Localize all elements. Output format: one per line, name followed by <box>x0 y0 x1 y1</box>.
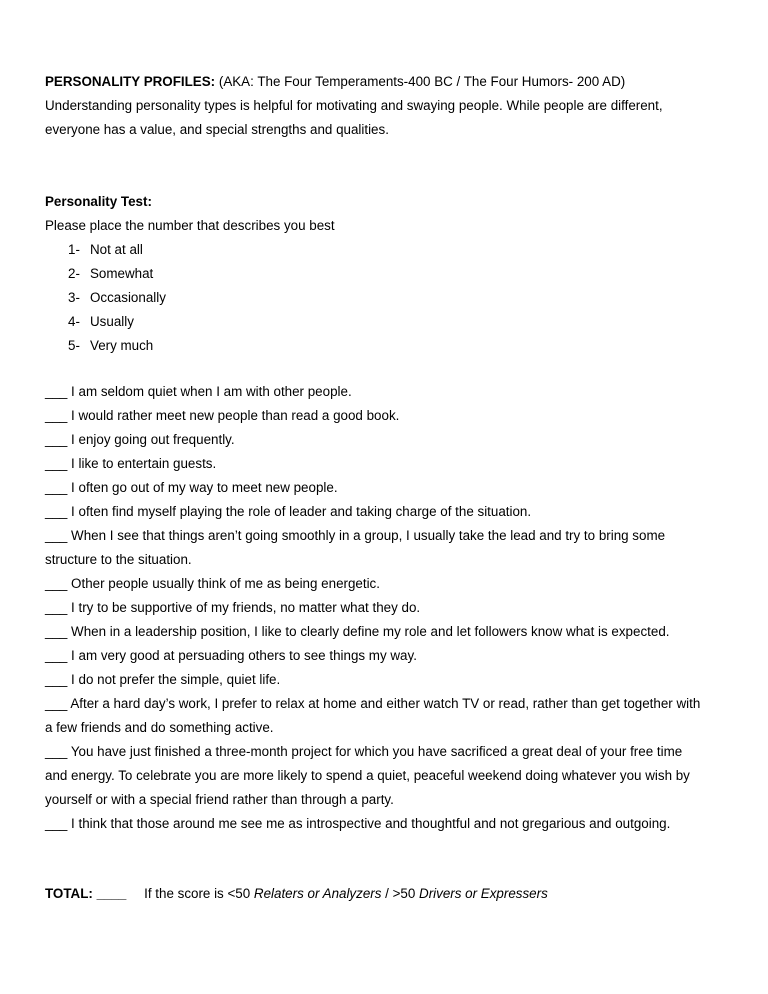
scale-number: 2- <box>68 266 80 281</box>
test-instruction: Please place the number that describes you best <box>45 218 335 233</box>
total-label: TOTAL: <box>45 886 93 901</box>
question-text-continued: a few friends and do something active. <box>45 720 274 735</box>
scale-number: 4- <box>68 314 80 329</box>
question-text: ___ After a hard day’s work, I prefer to relax at home and either watch TV or read, rather than get together with <box>45 696 701 711</box>
question-item[interactable] <box>45 452 735 476</box>
question-item[interactable] <box>45 476 735 500</box>
scale-item <box>68 286 735 310</box>
score-prefix: If the score is <50 <box>144 886 254 901</box>
question-list <box>45 380 735 836</box>
intro-line-2: everyone has a value, and special strengths and qualities. <box>45 122 389 137</box>
question-item[interactable] <box>45 572 735 596</box>
scale-label: Usually <box>90 314 134 329</box>
question-text: ___ I am very good at persuading others to see things my way. <box>45 648 417 663</box>
test-heading: Personality Test: <box>45 194 152 209</box>
rating-scale <box>45 238 735 358</box>
scale-number: 5- <box>68 338 80 353</box>
question-text-continued: structure to the situation. <box>45 552 192 567</box>
total-blank[interactable]: ____ <box>96 886 127 901</box>
title-rest: (AKA: The Four Temperaments-400 BC / The Four Humors- 200 AD) <box>215 74 626 89</box>
question-item[interactable] <box>45 740 735 812</box>
question-text-continued: and energy. To celebrate you are more likely to spend a quiet, peaceful weekend doing whatever you wish by <box>45 768 690 783</box>
question-item[interactable] <box>45 692 735 740</box>
scale-item <box>68 334 735 358</box>
question-item[interactable] <box>45 428 735 452</box>
score-middle: / >50 <box>381 886 420 901</box>
total-line <box>45 882 735 906</box>
high-score-group: Drivers or Expressers <box>419 886 548 901</box>
question-text: ___ I do not prefer the simple, quiet life. <box>45 672 281 687</box>
title-bold: PERSONALITY PROFILES: <box>45 74 216 89</box>
question-item[interactable] <box>45 524 735 572</box>
scale-number: 1- <box>68 242 80 257</box>
question-text: ___ I like to entertain guests. <box>45 456 217 471</box>
question-text: ___ I am seldom quiet when I am with other people. <box>45 384 352 399</box>
question-item[interactable] <box>45 620 735 644</box>
question-item[interactable] <box>45 500 735 524</box>
question-text: ___ I would rather meet new people than read a good book. <box>45 408 400 423</box>
question-text-continued: yourself or with a special friend rather than through a party. <box>45 792 394 807</box>
question-item[interactable] <box>45 812 735 836</box>
document-page <box>45 70 735 906</box>
question-text: ___ I try to be supportive of my friends, no matter what they do. <box>45 600 421 615</box>
question-text: ___ I think that those around me see me as introspective and thoughtful and not gregarious and outgoing. <box>45 816 671 831</box>
scale-label: Very much <box>90 338 154 353</box>
scale-label: Not at all <box>90 242 143 257</box>
document-title <box>45 70 735 94</box>
scale-label: Somewhat <box>90 266 154 281</box>
question-text: ___ When I see that things aren’t going smoothly in a group, I usually take the lead and try to bring some <box>45 528 666 543</box>
question-item[interactable] <box>45 380 735 404</box>
question-item[interactable] <box>45 404 735 428</box>
question-item[interactable] <box>45 644 735 668</box>
question-item[interactable] <box>45 668 735 692</box>
question-text: ___ I often go out of my way to meet new people. <box>45 480 338 495</box>
question-text: ___ You have just finished a three-month project for which you have sacrificed a great deal of your free time <box>45 744 683 759</box>
question-text: ___ When in a leadership position, I like to clearly define my role and let followers know what is expected. <box>45 624 670 639</box>
question-item[interactable] <box>45 596 735 620</box>
scale-label: Occasionally <box>90 290 166 305</box>
question-text: ___ I enjoy going out frequently. <box>45 432 235 447</box>
question-text: ___ I often find myself playing the role of leader and taking charge of the situation. <box>45 504 532 519</box>
low-score-group: Relaters or Analyzers <box>253 886 382 901</box>
intro-line-1: Understanding personality types is helpful for motivating and swaying people. While people are different, <box>45 98 663 113</box>
question-text: ___ Other people usually think of me as being energetic. <box>45 576 380 591</box>
scale-item <box>68 310 735 334</box>
scale-item <box>68 262 735 286</box>
scale-number: 3- <box>68 290 80 305</box>
scale-item <box>68 238 735 262</box>
